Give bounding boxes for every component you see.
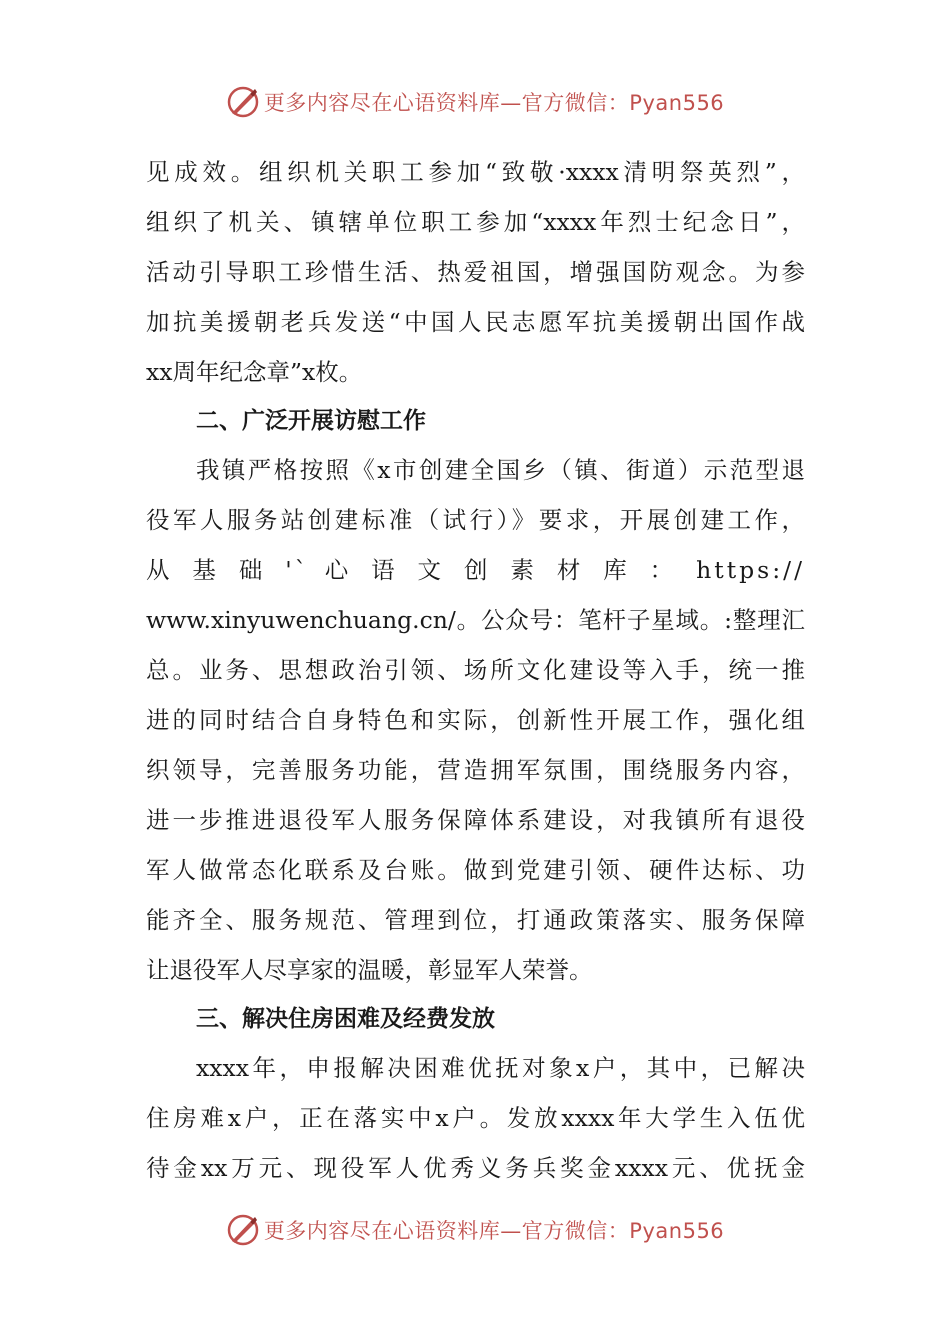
paragraph-line: www.xinyuwenchuang.cn/。公众号：笔杆子星域。:整理汇 [146,606,805,634]
paragraph-line: 进的同时结合自身特色和实际，创新性开展工作，强化组 [146,706,805,734]
pen-logo-icon [226,1213,260,1247]
paragraph-line: 总。业务、思想政治引领、场所文化建设等入手，统一推 [146,656,805,684]
paragraph-line: 住房难x户，正在落实中x户。发放xxxx年大学生入伍优 [146,1104,805,1132]
paragraph-line: 活动引导职工珍惜生活、热爱祖国，增强国防观念。为参 [146,258,805,286]
banner-text: 更多内容尽在心语资料库—官方微信：Pyan556 [263,91,725,115]
paragraph-line: 军人做常态化联系及台账。做到党建引领、硬件达标、功 [146,856,805,884]
section-heading-2: 二、广泛开展访慰工作 [196,408,426,434]
paragraph-line: 能齐全、服务规范、管理到位，打通政策落实、服务保障 [146,906,805,934]
paragraph-line: 加抗美援朝老兵发送“中国人民志愿军抗美援朝出国作战 [146,308,805,336]
paragraph-line: 织领导，完善服务功能，营造拥军氛围，围绕服务内容， [146,756,805,784]
pen-logo-icon [226,85,260,119]
paragraph-line: 待金xx万元、现役军人优秀义务兵奖金xxxx元、优抚金 [146,1154,805,1182]
paragraph-line: 见成效。组织机关职工参加“致敬·xxxx清明祭英烈”， [146,158,805,186]
footer-banner [0,1208,950,1252]
paragraph-line: 组织了机关、镇辖单位职工参加“xxxx年烈士纪念日”， [146,208,805,236]
paragraph-line: xx周年纪念章”x枚。 [146,358,363,386]
paragraph-line: 让退役军人尽享家的温暖，彰显军人荣誉。 [146,956,593,984]
paragraph-line: 役军人服务站创建标准（试行）》要求，开展创建工作， [146,506,805,534]
paragraph-line: 我镇严格按照《x市创建全国乡（镇、街道）示范型退 [196,456,805,484]
paragraph-line: 从 基 础 '` 心 语 文 创 素 材 库 ： https:// [146,556,805,584]
header-banner [0,80,950,124]
paragraph-line: 进一步推进退役军人服务保障体系建设，对我镇所有退役 [146,806,805,834]
paragraph-line: xxxx年，申报解决困难优抚对象x户，其中，已解决 [196,1054,805,1082]
section-heading-3: 三、解决住房困难及经费发放 [196,1006,495,1032]
banner-text: 更多内容尽在心语资料库—官方微信：Pyan556 [263,1219,725,1243]
